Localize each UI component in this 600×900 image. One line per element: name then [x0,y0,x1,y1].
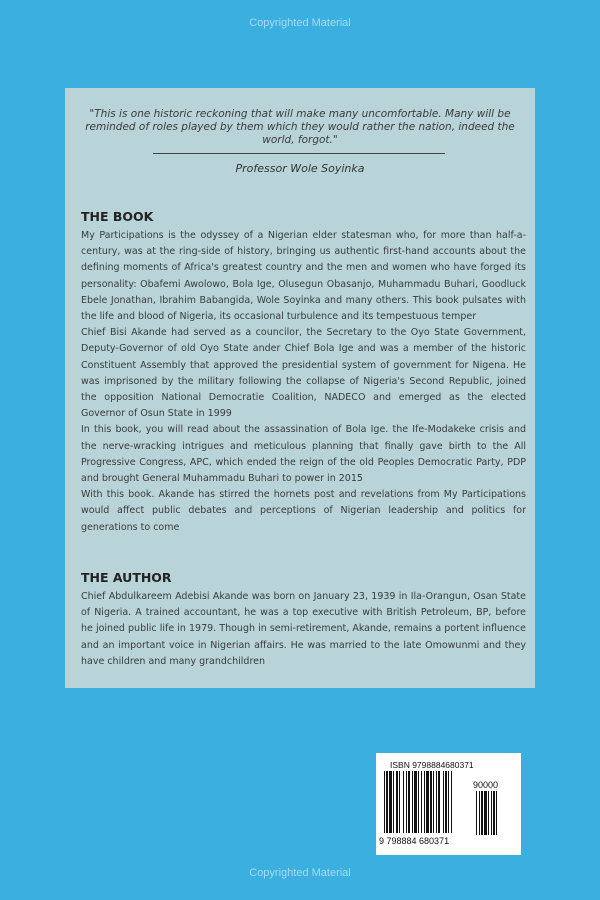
isbn-label: ISBN 9798884680371 [390,760,474,770]
barcode-addon-number: 90000 [473,780,499,790]
author-paragraph: Chief Abdulkareem Adebisi Akande was born on January 23, 1939 in Ila-Orangun, Osan State of Nigeria. A trained accountant, he was a top executive with British Petroleum, BP, before he joined public life in 1979. Though in semi-retirement, Akande, remains a portent influence and an important voice in Nigerian affairs. He was married to the late Omowunmi and they have children and many grandchildren [81,591,526,667]
watermark-top: Copyrighted Material [249,17,351,29]
author-bio [81,589,526,670]
book-paragraph-1: My Participations is the odyssey of a Nigerian elder statesman who, for more than half-a-century, was at the ring-side of history, bringing us authentic first-hand accounts about the defining moments of Africa's greatest country and the men and women who have forged its personality: Obafemi Awolowo, Bola Ige, Olusegun Obasanjo, Muhammadu Buhari, Goodluck Ebele Jonathan, Ibrahim Babangida, Wole Soyinka and many others. This book pulsates with the life and blood of Nigeria, its occasional turbulence and its tempestuous temper [81,230,526,323]
quote-divider [153,153,445,154]
isbn-barcode-block [376,753,521,855]
book-paragraph-2: Chief Bisi Akande had served as a councilor, the Secretary to the Oyo State Government, Deputy-Governor of old Oyo State ander Chief Bola Ige and was a member of the historic Constituent Assembly that approved the presidential system of government for Nigena. He was imprisoned by the military following the collapse of Nigeria's Second Republic, joined the opposition National Democratie Coalition, NADECO and emerged as the elected Governor of Osun State in 1999 [81,327,526,420]
endorsement-quote: "This is one historic reckoning that will make many uncomfortable. Many will be reminded of roles played by them which they would rather the nation, indeed the world, forgot." [85,108,515,146]
book-heading: THE BOOK [81,209,154,224]
author-heading: THE AUTHOR [81,570,172,585]
book-paragraph-3: In this book, you will read about the assassination of Bola Ige. the Ife-Modakeke crisis and the nerve-wracking intrigues and meticulous planning that finally gave birth to the All Progressive Congress, APC, which ended the reign of the old Peoples Democratic Party, PDP and brought General Muhammadu Buhari to power in 2015 [81,424,526,485]
quote-attribution: Professor Wole Soyinka [235,162,365,175]
book-paragraph-4: With this book. Akande has stirred the hornets post and revelations from My Participations would affect public debates and perceptions of Nigerian leadership and politics for generations to come [81,489,526,533]
barcode-digits: 9 798884 680371 [379,836,450,846]
back-cover-panel [65,88,535,688]
book-description [81,228,526,536]
watermark-bottom: Copyrighted Material [249,867,351,879]
